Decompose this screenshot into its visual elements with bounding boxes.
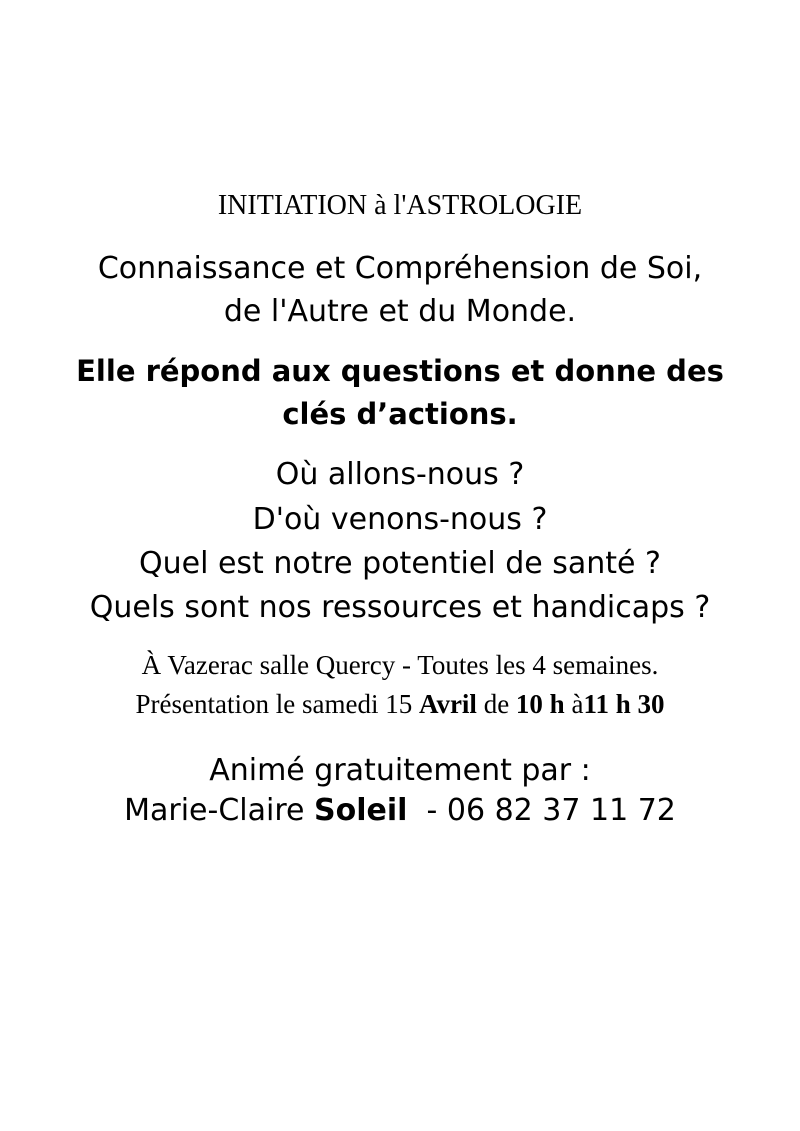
highlight-line-2: clés d’actions. <box>282 397 518 431</box>
host-last-name: Soleil <box>314 793 408 828</box>
subtitle-line-1: Connaissance et Compréhension de Soi, <box>97 251 703 286</box>
question-2: D'où venons-nous ? <box>252 502 548 537</box>
flyer-title: INITIATION à l'ASTROLOGIE <box>217 190 583 221</box>
question-3: Quel est notre potentiel de santé ? <box>139 546 661 581</box>
presentation-end-time: 11 h 30 <box>583 689 665 719</box>
subtitle-line-2: de l'Autre et du Monde. <box>223 294 577 329</box>
host-contact-line <box>0 793 800 828</box>
host-intro: Animé gratuitement par : <box>209 753 591 788</box>
host-phone: - 06 82 37 11 72 <box>407 793 676 828</box>
location-line: À Vazerac salle Quercy - Toutes les 4 semaines. <box>141 650 659 680</box>
presentation-month: Avril <box>418 689 477 719</box>
presentation-line <box>0 689 800 720</box>
presentation-start-time: 10 h <box>515 689 565 719</box>
presentation-prefix: Présentation le samedi 15 <box>135 689 419 719</box>
presentation-to-word: à <box>564 689 584 719</box>
presentation-from-word: de <box>476 689 516 719</box>
host-first-name: Marie-Claire <box>124 793 314 828</box>
question-1: Où allons-nous ? <box>275 457 525 492</box>
highlight-line-1: Elle répond aux questions et donne des <box>76 354 724 388</box>
question-4: Quels sont nos ressources et handicaps ? <box>89 590 711 625</box>
